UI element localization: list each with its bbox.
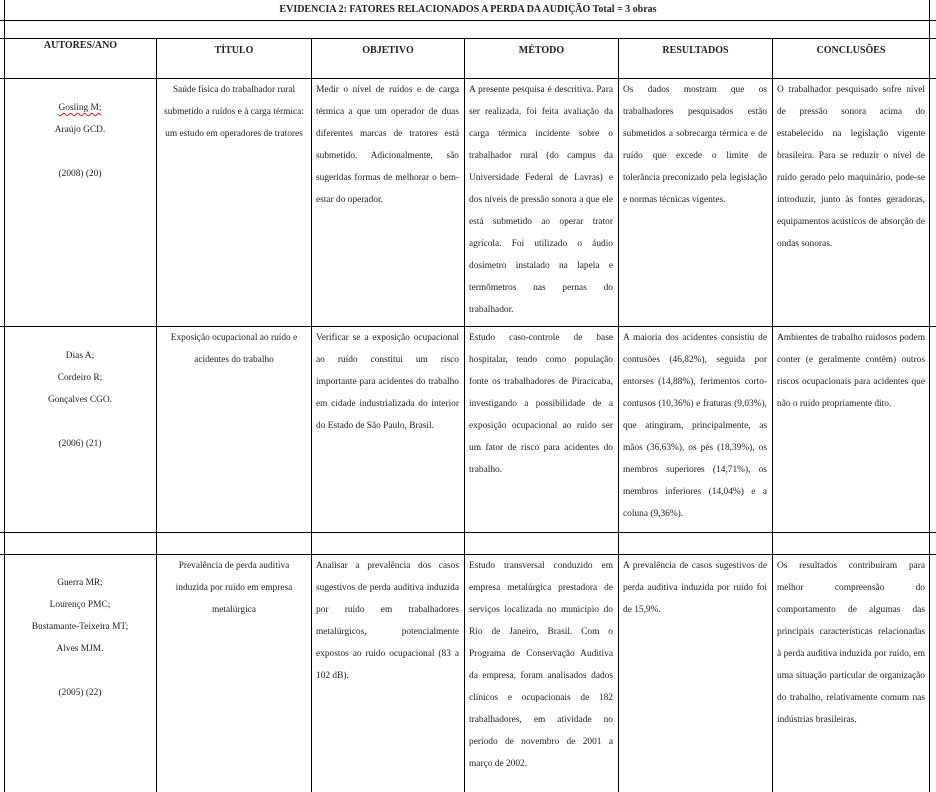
- row-divider: [0, 38, 936, 39]
- row2-conclusoes: Ambientes de trabalho ruidosos podem conter (e geralmente contêm) outros riscos ocupacionais para acidentes que não o ruído propriamente dito.: [777, 333, 925, 409]
- author-name: Gonçalves CGO.: [47, 395, 113, 405]
- row1-authors: [8, 97, 152, 185]
- author-name: Gosling M;: [58, 103, 102, 113]
- author-name: Cordeiro R;: [57, 373, 103, 383]
- header-conclusoes: CONCLUSÕES: [816, 45, 886, 56]
- row2-metodo: Estudo caso-controle de base hospitalar, tendo como população fonte os trabalhadores de Piracicaba, investigando a possibilidade de a exposição ocupacional ao ruído ser um fator de risco para acidentes do trabalho.: [469, 333, 613, 475]
- row3-metodo: Estudo transversal conduzido em empresa metalúrgica prestadora de serviços localizada no município do Rio de Janeiro, Brasil. Com o Programa de Conservação Auditiva da empresa, foram analisados dados clínicos e ocupacionais de 182 trabalhadores, em atividade no período de novembro de 2001 a março de 2002.: [469, 561, 613, 769]
- row3-objetivo: Analisar a prevalência dos casos sugestivos de perda auditiva induzida por ruído em trabalhadores metalúrgicos, potencialmente expostos ao ruído ocupacional (83 a 102 dB).: [316, 561, 459, 681]
- row1-titulo: Saúde física do trabalhador rural submetido a ruídos e à carga térmica: um estudo em operadores de tratores: [164, 85, 304, 139]
- row3-resultados: A prevalência de casos sugestivos de perda auditiva induzida por ruído foi de 15,9%.: [623, 561, 767, 615]
- column-divider: [464, 38, 465, 792]
- author-name: Bustamante-Teixeira MT;: [31, 622, 129, 632]
- row3-titulo: Prevalência de perda auditiva induzida por ruído em empresa metalúrgica: [175, 561, 293, 615]
- row2-titulo: Exposição ocupacional ao ruído e acidentes do trabalho: [170, 333, 298, 365]
- row1-resultados: Os dados mostram que os trabalhadores pesquisados estão submetidos a sobrecarga térmica e de ruído que excede o limite de tolerância preconizado pela legislação e normas técnicas vigentes.: [623, 85, 767, 205]
- row-divider: [0, 20, 936, 21]
- header-titulo: TÍTULO: [214, 45, 254, 56]
- header-metodo: MÉTODO: [518, 45, 565, 56]
- header-objetivo: OBJETIVO: [362, 45, 414, 56]
- column-divider: [618, 38, 619, 792]
- row2-authors: [8, 345, 152, 455]
- table-title: EVIDENCIA 2: FATORES RELACIONADOS A PERDA DA AUDIÇÃO Total = 3 obras: [279, 4, 657, 15]
- row1-metodo: A presente pesquisa é descritiva. Para ser realizada, foi feita avaliação da carga térmica incidente sobre o trabalhador rural (do campus da Universidade Federal de Lavras) e dos níveis de pressão sonora a que ele está submetido ao operar trator agrícola. Foi utilizado o áudio dosímetro instalado na lapela e termômetros nas pernas do trabalhador.: [469, 85, 613, 315]
- row1-objetivo: Medir o nível de ruídos e de carga térmica a que um operador de duas diferentes marcas de tratores está submetido. Adicionalmente, são sugeridas formas de melhorar o bem-estar do operador.: [316, 85, 459, 205]
- publication-year: (2008) (20): [58, 169, 102, 179]
- publication-year: (2006) (21): [58, 439, 102, 449]
- row2-objetivo: Verificar se a exposição ocupacional ao ruído constitui um risco importante para acidentes do trabalho em cidade industrializada do interior do Estado de São Paulo, Brasil.: [316, 333, 459, 431]
- author-name: Guerra MR;: [57, 578, 103, 588]
- table-border-right: [929, 0, 930, 792]
- column-divider: [311, 38, 312, 792]
- header-autores: AUTORES/ANO: [43, 40, 118, 51]
- row3-conclusoes: Os resultados contribuíram para melhor compreensão do comportamento de algumas das principais características relacionadas à perda auditiva induzida por ruído, em uma situação particular de organização do trabalho, relativamente comum nas indústrias brasileiras.: [777, 561, 925, 725]
- author-name: Lourenço PMC;: [49, 600, 111, 610]
- publication-year: (2005) (22): [58, 688, 102, 698]
- table-border-left: [4, 0, 5, 792]
- row3-authors: [8, 572, 152, 704]
- author-name: Dias A;: [65, 351, 95, 361]
- row2-resultados: A maioria dos acidentes consistiu de contusões (46,82%), seguida por entorses (14,88%), ferimentos corto-contusos (10,36%) e fraturas (9,03%), que atingiram, principalmente, as mãos (36,63%), os pés (18,39%), os membros superiores (14,71%), os membros inferiores (14,04%) e a coluna (9,36%).: [623, 333, 767, 519]
- row-divider: [0, 532, 936, 533]
- author-name: Alves MJM.: [56, 644, 104, 654]
- header-resultados: RESULTADOS: [662, 45, 729, 56]
- column-divider: [772, 38, 773, 792]
- author-name: Araújo GCD.: [54, 125, 106, 135]
- column-divider: [156, 38, 157, 792]
- row1-conclusoes: O trabalhador pesquisado sofre nível de pressão sonora acima do estabelecido na legislação vigente brasileira. Para se reduzir o nível de ruído gerado pelo maquinário, pode-se introduzir, junto às fontes geradoras, equipamentos acústicos de absorção de ondas sonoras.: [777, 85, 925, 249]
